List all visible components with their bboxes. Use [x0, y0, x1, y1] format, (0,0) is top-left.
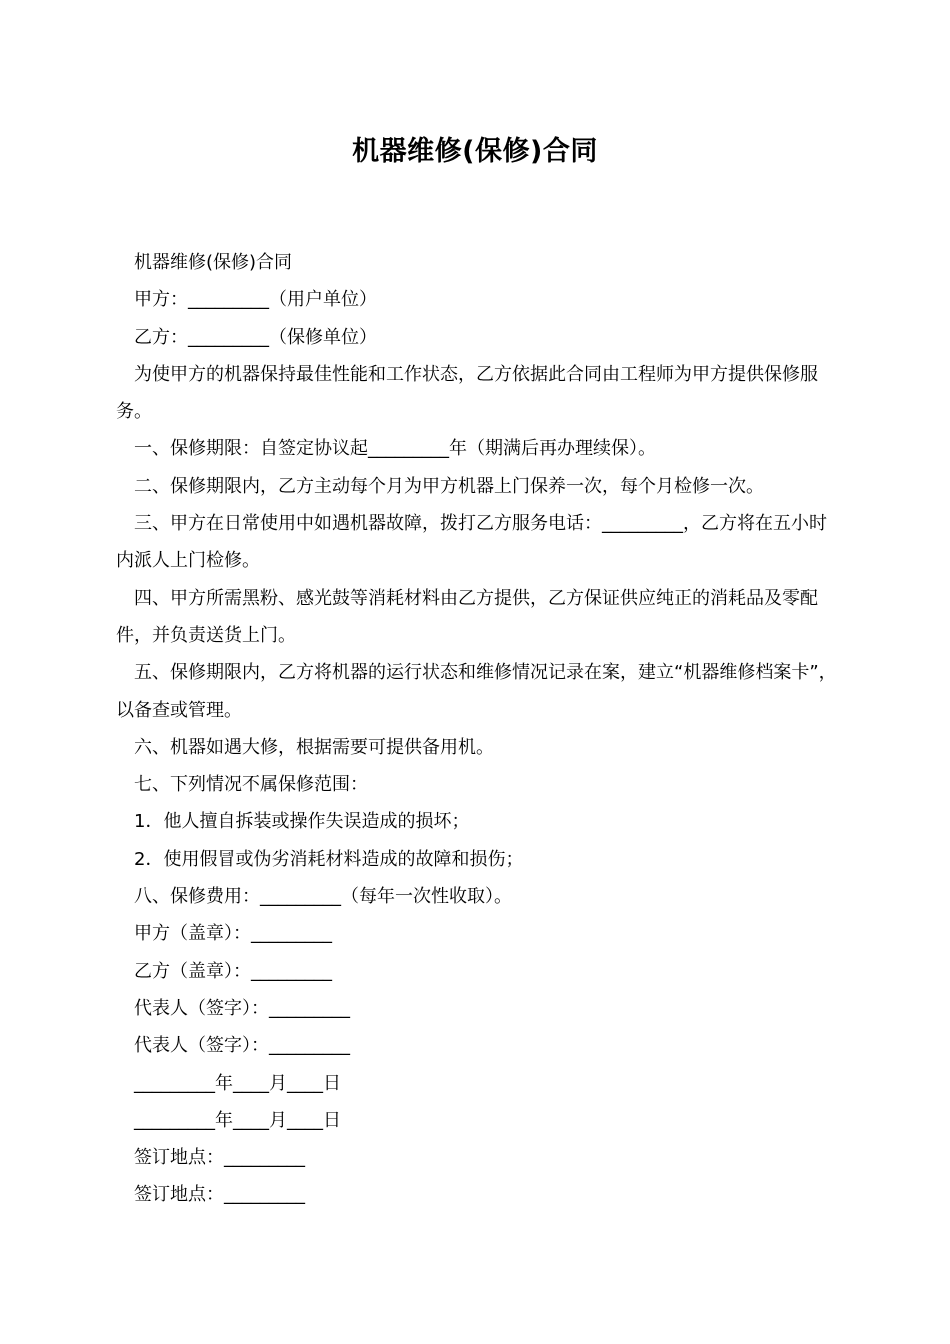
clause-7-item-1: 1．他人擅自拆装或操作失误造成的损坏； [134, 811, 470, 833]
clause-3: 三、甲方在日常使用中如遇机器故障，拨打乙方服务电话：_________，乙方将在五小时内派人上门检修。 [116, 513, 827, 572]
clause-7-item-2: 2．使用假冒或伪劣消耗材料造成的故障和损伤； [134, 848, 524, 870]
document-title: 机器维修(保修)合同 [352, 136, 598, 167]
clause-5: 五、保修期限内，乙方将机器的运行状态和维修情况记录在案，建立“机器维修档案卡”，以备查或管理。 [116, 662, 837, 721]
signature-date-b: _________年____月____日 [134, 1109, 341, 1131]
paragraph-party-b: 乙方：_________（保修单位） [134, 326, 377, 348]
clause-7: 七、下列情况不属保修范围： [134, 774, 368, 796]
paragraph-heading: 机器维修(保修)合同 [134, 252, 293, 273]
signing-place-a: 签订地点：_________ [134, 1147, 305, 1169]
signature-party-a-seal: 甲方（盖章）：_________ [134, 923, 332, 945]
document-body [116, 244, 838, 1214]
clause-8: 八、保修费用：_________（每年一次性收取）。 [134, 886, 512, 908]
paragraph-party-a: 甲方：_________（用户单位） [134, 289, 377, 311]
signature-date-a: _________年____月____日 [134, 1072, 341, 1094]
clause-4: 四、甲方所需黑粉、感光鼓等消耗材料由乙方提供，乙方保证供应纯正的消耗品及零配件，并负责送货上门。 [116, 587, 818, 646]
signature-representative-b: 代表人（签字）：_________ [134, 1035, 350, 1057]
signature-representative-a: 代表人（签字）：_________ [134, 997, 350, 1019]
signature-party-b-seal: 乙方（盖章）：_________ [134, 960, 332, 982]
clause-2: 二、保修期限内，乙方主动每个月为甲方机器上门保养一次，每个月检修一次。 [134, 475, 764, 497]
paragraph-purpose: 为使甲方的机器保持最佳性能和工作状态，乙方依据此合同由工程师为甲方提供保修服务。 [116, 363, 818, 423]
clause-6: 六、机器如遇大修，根据需要可提供备用机。 [134, 736, 494, 758]
clause-1: 一、保修期限：自签定协议起_________年（期满后再办理续保）。 [134, 438, 656, 460]
signing-place-b: 签订地点：_________ [134, 1184, 305, 1206]
